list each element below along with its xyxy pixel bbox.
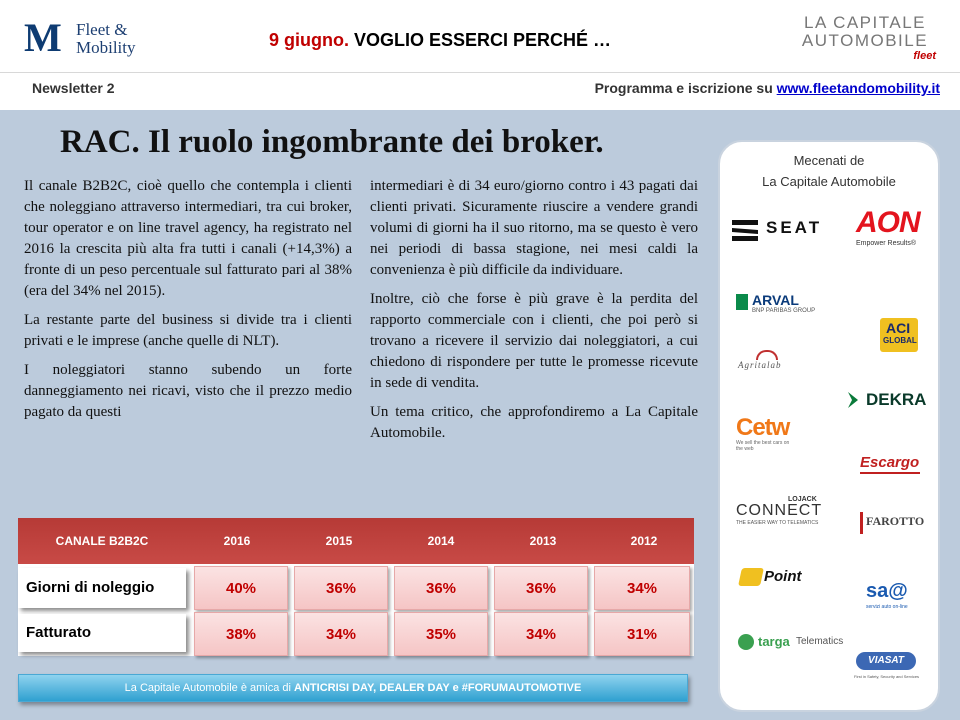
footer-prefix: La Capitale Automobile è amica di [124, 682, 291, 694]
arval-tagline: BNP PARIBAS GROUP [752, 308, 816, 314]
table-row-label: Giorni di noleggio [18, 568, 186, 608]
connect-wordmark: CONNECT [736, 502, 823, 519]
article-title: RAC. Il ruolo ingombrante dei broker. [60, 124, 604, 160]
aci-global-logo[interactable] [880, 318, 918, 352]
lca-logo-line2: AUTOMOBILE [801, 31, 929, 50]
aon-wordmark: AON [856, 206, 920, 239]
sponsors-box [718, 140, 940, 712]
cetw-tagline: We sell the best cars on the web [736, 440, 790, 452]
programma-link[interactable]: www.fleetandomobility.it [776, 80, 940, 96]
table-header-cell: 2016 [223, 534, 251, 548]
farotto-wordmark: FAROTTO [866, 514, 925, 528]
tpoint-wordmark: Point [764, 568, 802, 585]
table-row [18, 612, 694, 656]
aci-wordmark: ACI [886, 320, 911, 336]
table-header-cell: 2013 [529, 534, 557, 548]
dekra-arrow-icon [844, 390, 864, 410]
arval-leaf-icon [736, 294, 748, 310]
aon-tagline: Empower Results® [856, 240, 917, 247]
sa-wordmark: sa@ [866, 580, 908, 602]
table-cell: 36% [394, 566, 488, 610]
farotto-bar-icon [860, 512, 863, 534]
seat-s-icon [730, 216, 760, 244]
table-row-label: Fatturato [18, 614, 186, 652]
cetw-logo[interactable] [736, 414, 826, 450]
headline-text: VOGLIO ESSERCI PERCHÉ … [353, 30, 612, 50]
agritalab-wordmark: Agritalab [738, 360, 782, 370]
dekra-logo[interactable] [844, 388, 934, 412]
escargo-wordmark: Escargo [860, 454, 920, 471]
fm-logo-line1: Fleet & [76, 20, 128, 39]
fm-logo-line2: Mobility [76, 38, 136, 57]
escargo-logo[interactable] [860, 450, 930, 480]
fleet-mobility-logo[interactable] [24, 15, 144, 60]
lca-logo-line1: LA CAPITALE [803, 13, 926, 32]
sa-tagline: servizi auto on-line [866, 604, 908, 610]
lca-logo-line3: fleet [913, 50, 936, 62]
footer-banner[interactable] [18, 674, 688, 702]
tpoint-mark-icon [738, 568, 764, 586]
viasat-tagline: First in Safety, Security and Services [854, 674, 920, 679]
article-paragraph: Il canale B2B2C, cioè quello che contempla i clienti che noleggiano attraverso intermediari, tra cui broker, tour operator e on line travel agency, ha registrato nel 2016 la crescita più alta fra tutti i canali (+14,3%) a fronte di un peso percentuale sul fatturato pari al 38% (era del 34% nel 2015). [24, 178, 352, 299]
article-paragraph: La restante parte del business si divide tra i clienti privati e le imprese (anche quelle di NLT). [24, 312, 352, 349]
table-cell: 34% [294, 612, 388, 656]
programma-info [595, 80, 940, 96]
table-cell: 34% [594, 566, 690, 610]
seat-logo[interactable] [730, 214, 842, 246]
table-header-row [18, 518, 694, 564]
telematics-wordmark: Telematics [796, 636, 844, 647]
aon-logo[interactable] [854, 206, 934, 254]
arval-logo[interactable] [736, 292, 836, 320]
sponsors-title-line2: La Capitale Automobile [762, 174, 896, 189]
table-cell: 36% [494, 566, 588, 610]
tpoint-logo[interactable] [740, 566, 820, 592]
article-column-2 [370, 176, 698, 506]
agritalab-arc-icon [756, 350, 778, 360]
article-paragraph: I noleggiatori stanno subendo un forte danneggiamento nei ricavi, visto che il prezzo medio pagato da questi [24, 362, 352, 420]
fm-logo-mark: M [24, 15, 58, 60]
table-header-cell: 2015 [325, 534, 353, 548]
cetw-wordmark: Cetw [736, 414, 790, 441]
b2b2c-table [18, 518, 694, 656]
table-row [18, 566, 694, 612]
table-cell: 31% [594, 612, 690, 656]
table-header-cell: 2014 [427, 534, 455, 548]
table-cell: 40% [194, 566, 288, 610]
table-cell: 35% [394, 612, 488, 656]
viasat-logo[interactable] [854, 652, 920, 686]
newsletter-label: Newsletter 2 [32, 80, 115, 96]
header-divider [0, 72, 960, 73]
programma-text: Programma e iscrizione su [594, 80, 773, 96]
sa-logo[interactable] [866, 580, 926, 616]
table-header-cell: 2012 [630, 534, 658, 548]
table-cell: 36% [294, 566, 388, 610]
lojack-wordmark: LOJACK [788, 496, 817, 503]
headline-date: 9 giugno. [268, 30, 349, 50]
dekra-wordmark: DEKRA [866, 390, 927, 409]
article-column-1 [24, 176, 352, 498]
arval-wordmark: ARVAL [752, 292, 799, 308]
sponsors-title [720, 150, 938, 192]
targa-wordmark: targa [758, 634, 790, 649]
headline [200, 30, 680, 51]
table-header-cell: CANALE B2B2C [55, 534, 149, 548]
article-paragraph: intermediari è di 34 euro/giorno contro i 43 pagati dai clienti privati. Sicuramente riuscire a vendere grandi volumi di giorni ha il suo ritorno, ma se questo è vero nei periodi di bassa stagione, nei mesi caldi la convenienza è più difficile da individuare. [370, 178, 698, 278]
targa-circle-icon [738, 634, 754, 650]
connect-tagline: THE EASIER WAY TO TELEMATICS [736, 520, 819, 526]
table-cell: 34% [494, 612, 588, 656]
agritalab-logo[interactable] [738, 350, 808, 380]
table-cell: 38% [194, 612, 288, 656]
targa-telematics-logo[interactable] [738, 632, 848, 656]
article-paragraph: Inoltre, ciò che forse è più grave è la perdita del rapporto commerciale con i clienti, che poi però si trovano a ricevere il servizio dai noleggiatori, a cui chiedono di rispondere per tutte le promesse ricevute in sede di vendita. [370, 291, 698, 391]
la-capitale-automobile-logo[interactable] [790, 14, 940, 62]
viasat-wordmark: VIASAT [856, 652, 916, 670]
seat-wordmark: SEAT [766, 218, 823, 237]
lojack-connect-logo[interactable] [736, 496, 832, 528]
sponsors-title-line1: Mecenati de [793, 153, 865, 168]
footer-events: ANTICRISI DAY, DEALER DAY e #FORUMAUTOMOTIVE [294, 682, 582, 694]
aci-global-text: GLOBAL [883, 336, 917, 345]
farotto-logo[interactable] [860, 512, 930, 542]
article-paragraph: Un tema critico, che approfondiremo a La Capitale Automobile. [370, 404, 698, 441]
escargo-underline [860, 472, 920, 474]
